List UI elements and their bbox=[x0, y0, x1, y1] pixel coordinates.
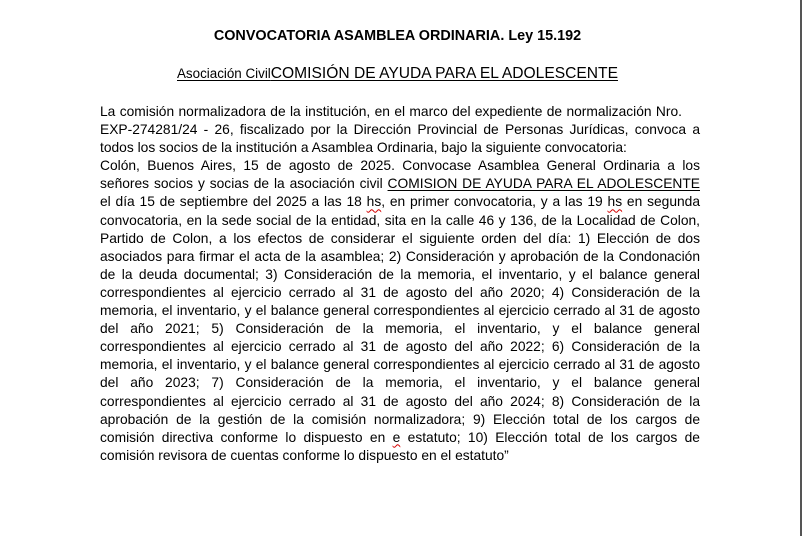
convocatoria-part2: el día 15 de septiembre del 2025 a las 18 bbox=[100, 194, 362, 210]
intro-text: La comisión normalizadora de la institución, en el marco del expediente de normalización Nro. bbox=[100, 104, 682, 119]
convocatoria-part5: estatuto; 10) Elección total de los cargos de comisión revisora de cuentas conforme lo dispuesto en el estatuto” bbox=[100, 429, 700, 463]
subtitle-association-name: COMISIÓN DE AYUDA PARA EL ADOLESCENTE bbox=[270, 65, 618, 82]
convocatoria-part1: Colón, Buenos Aires, 15 de agosto de 2025. Convocase Asamblea General Ordinaria a los señores socios y socias de la asociación civil bbox=[100, 158, 700, 192]
intro-paragraph bbox=[100, 103, 700, 157]
convocatoria-paragraph bbox=[100, 157, 700, 465]
document-body bbox=[100, 103, 700, 465]
subtitle-prefix: Asociación Civil bbox=[177, 66, 271, 81]
hs-word-1: hs bbox=[366, 194, 382, 210]
association-name-underlined: COMISION DE AYUDA PARA EL ADOLESCENTE bbox=[387, 176, 700, 192]
expediente-number: EXP-274281/24 - 26 bbox=[100, 122, 230, 138]
hs-word-2: hs bbox=[607, 194, 623, 210]
document-subtitle bbox=[0, 64, 795, 84]
document-title: CONVOCATORIA ASAMBLEA ORDINARIA. Ley 15.192 bbox=[213, 28, 582, 44]
convocatoria-part4: en segunda convocatoria, en la sede social de la entidad, sita en la calle 46 y 136, de la Localidad de Colon, Partido de Colon, a los efectos de considerar el siguiente orden del día: 1) Elección de dos asociados para firmar el acta de la asamblea; 2) Consideración y aprobación de la Condonación de la deuda documental; 3) Consideración de la memoria, el inventario, y el balance general correspondientes al ejercicio cerrado al 31 de agosto del año 2020; 4) Consideración de la memoria, el inventario, y el balance general correspondientes al ejercicio cerrado al 31 de agosto del año 2021; 5) Consideración de la memoria, el inventario, y el balance general correspondientes al ejercicio cerrado al 31 de agosto del año 2022; 6) Consideración de la memoria, el inventario, y el balance general correspondientes al ejercicio cerrado al 31 de agosto del año 2023; 7) Consideración de la memoria, el inventario, y el balance general correspondientes al ejercicio cerrado al 31 de agosto del año 2024; 8) Consideración de la aprobación de la gestión de la comisión normalizadora; 9) Elección total de los cargos de comisión directiva conforme lo dispuesto en bbox=[100, 194, 701, 445]
e-word: e bbox=[392, 429, 401, 445]
convocatoria-part3: , en primer convocatoria, y a las 19 bbox=[381, 194, 603, 210]
intro-rest: , fiscalizado por la Dirección Provincial de Personas Jurídicas, convoca a todos los socios de la institución a Asamblea Ordinaria, bajo la siguiente convocatoria: bbox=[100, 122, 701, 156]
